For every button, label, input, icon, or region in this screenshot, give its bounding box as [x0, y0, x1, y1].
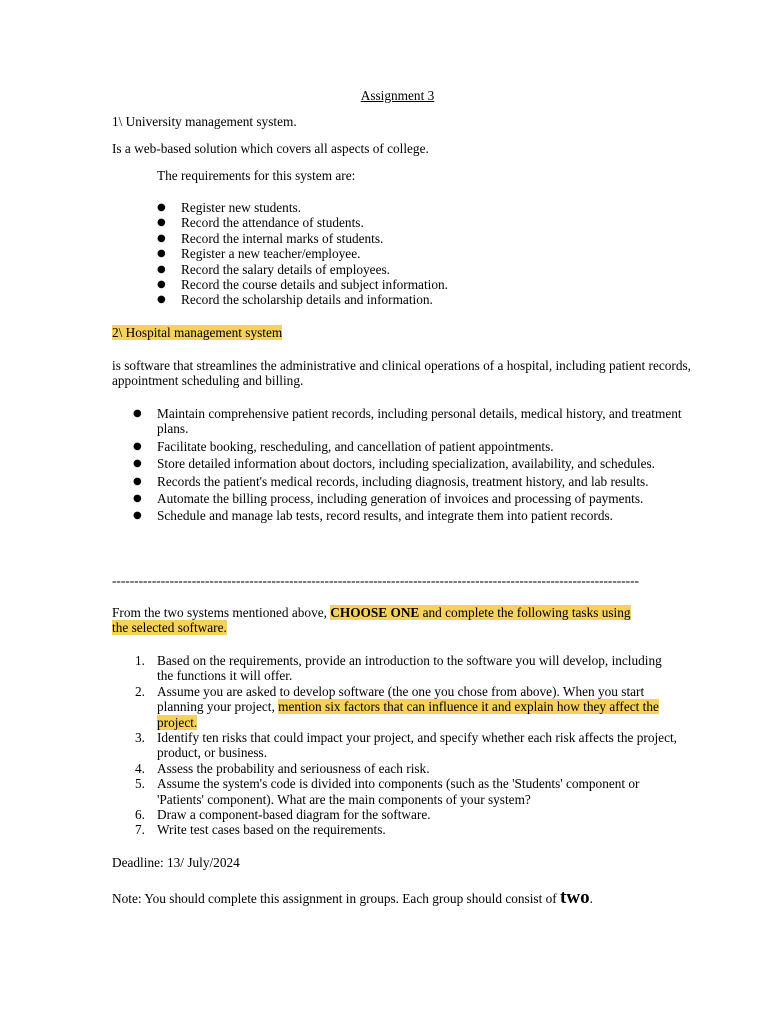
- bullet-icon: ●: [157, 232, 166, 244]
- list-item: ● Schedule and manage lab tests, record results, and integrate them into patient records.: [133, 508, 614, 524]
- list-item: ● Record the salary details of employees.: [157, 261, 390, 277]
- list-item: ● Maintain comprehensive patient records, including personal details, medical history, and treatment plans.: [133, 406, 682, 437]
- bullet-icon: ●: [133, 408, 142, 419]
- bullet-icon: ●: [157, 263, 166, 275]
- bullet-icon: ●: [157, 248, 166, 260]
- list-item: ● Record the course details and subject information.: [157, 277, 448, 293]
- list-item: ● Facilitate booking, rescheduling, and cancellation of patient appointments.: [133, 438, 554, 454]
- list-item: 5. Assume the system's code is divided into components (such as the 'Students' component or 'Patients' component). What are the main components of your system?: [135, 776, 640, 807]
- list-item: 4. Assess the probability and seriousness of each risk.: [135, 760, 430, 776]
- section-divider: -----------------------------------------------------------------------------------------------------------------------: [112, 573, 639, 588]
- page-title: Assignment 3: [360, 88, 435, 103]
- list-item: 1. Based on the requirements, provide an introduction to the software you will develop, including the functions it will offer.: [135, 653, 662, 684]
- section1-requirements-intro: The requirements for this system are:: [157, 168, 356, 183]
- list-item: ● Register new students.: [157, 200, 302, 215]
- bullet-icon: ●: [133, 493, 142, 505]
- section2-intro: is software that streamlines the administrative and clinical operations of a hospital, including patient records, appointment scheduling and billing.: [112, 358, 691, 389]
- bullet-icon: ●: [133, 458, 142, 470]
- bullet-icon: ●: [133, 510, 142, 522]
- list-item: ● Store detailed information about doctors, including specialization, availability, and schedules.: [133, 456, 656, 472]
- bullet-icon: ●: [157, 202, 166, 213]
- section2-requirements-list: [133, 406, 693, 524]
- bullet-icon: ●: [133, 475, 142, 487]
- bullet-icon: ●: [157, 294, 166, 306]
- choose-one-emphasis: CHOOSE ONE: [330, 605, 420, 620]
- deadline: Deadline: 13/ July/2024: [112, 855, 240, 870]
- list-item: ● Register a new teacher/employee.: [157, 246, 361, 262]
- note-emphasis: two: [560, 887, 590, 908]
- note: Note: You should complete this assignment in groups. Each group should consist of two.: [112, 887, 593, 908]
- list-item: 6. Draw a component-based diagram for the software.: [135, 807, 431, 823]
- list-item: 7. Write test cases based on the requirements.: [135, 822, 386, 838]
- section2-heading: 2\ Hospital management system: [112, 325, 283, 340]
- tasks-intro: From the two systems mentioned above, CHOOSE ONE and complete the following tasks using the selected software.: [112, 605, 631, 636]
- list-item: 3. Identify ten risks that could impact your project, and specify whether each risk affects the project, product, or business.: [135, 730, 677, 761]
- section1-heading: 1\ University management system.: [112, 114, 297, 129]
- list-item: ● Record the scholarship details and information.: [157, 292, 433, 308]
- list-item: ● Automate the billing process, including generation of invoices and processing of payments.: [133, 491, 644, 507]
- list-item: ● Record the attendance of students.: [157, 215, 364, 231]
- tasks-list: [133, 653, 678, 838]
- list-item: ● Records the patient's medical records, including diagnosis, treatment history, and lab results.: [133, 473, 649, 489]
- list-item: 2. Assume you are asked to develop software (the one you chose from above). When you start planning your project, mention six factors that can influence it and explain how they affect the project.: [135, 683, 659, 730]
- section1-intro: Is a web-based solution which covers all aspects of college.: [112, 141, 429, 156]
- bullet-icon: ●: [157, 279, 166, 291]
- section1-requirements-list: [157, 200, 677, 308]
- bullet-icon: ●: [133, 440, 142, 452]
- list-item: ● Record the internal marks of students.: [157, 230, 384, 246]
- six-factors-highlight: mention six factors that can influence it and explain how they affect the project.: [157, 699, 659, 730]
- bullet-icon: ●: [157, 217, 166, 229]
